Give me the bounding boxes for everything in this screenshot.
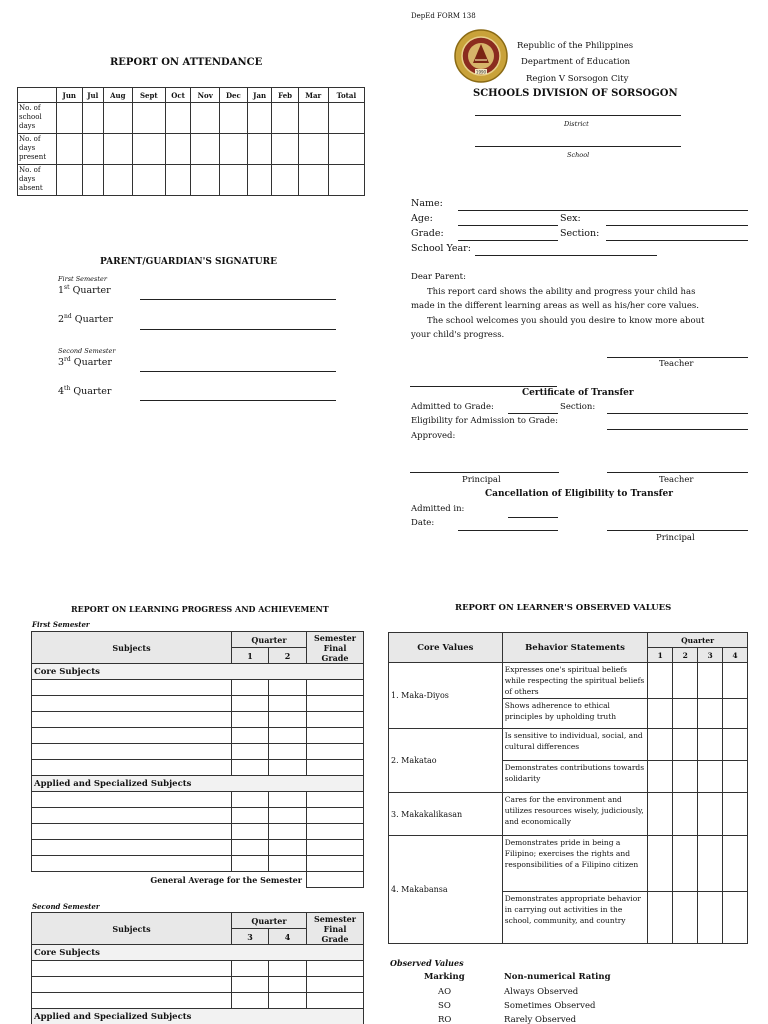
principal-signature-line[interactable]: [607, 530, 748, 531]
general-average-value[interactable]: [307, 872, 364, 888]
quarter-2-label: 2nd Quarter: [58, 313, 113, 326]
progress-title: REPORT ON LEARNING PROGRESS AND ACHIEVEMENT: [71, 604, 329, 614]
district-label: District: [564, 120, 589, 128]
second-semester-label: Second Semester: [58, 347, 116, 355]
behavior-statement: Cares for the environment and utilizes resources wisely, judiciously, and economically: [502, 793, 648, 836]
core-values-header: Core Values: [389, 633, 503, 663]
eligibility-label: Eligibility for Admission to Grade:: [411, 416, 558, 426]
month-header: Mar: [298, 88, 328, 103]
age-field[interactable]: [458, 225, 558, 226]
division-title: SCHOOLS DIVISION OF SORSOGON: [473, 88, 678, 99]
principal-label: Principal: [462, 475, 501, 485]
school-label: School: [567, 151, 590, 159]
legend-mark: RO: [438, 1015, 452, 1024]
region-text: Region V Sorsogon City: [526, 74, 629, 84]
letter-text: made in the different learning areas as well as his/her core values.: [411, 301, 699, 311]
separator-line: [410, 386, 557, 387]
quarter-2-header: 2: [673, 648, 698, 663]
cancellation-title: Cancellation of Eligibility to Transfer: [485, 489, 674, 499]
school-year-label: School Year:: [411, 243, 471, 254]
date-field[interactable]: [458, 530, 558, 531]
general-average-label: General Average for the Semester: [150, 874, 302, 885]
transfer-title: Certificate of Transfer: [522, 388, 634, 398]
row-label: No. of school days: [18, 103, 57, 134]
second-semester-label: Second Semester: [32, 902, 100, 911]
table-row: [32, 840, 364, 856]
table-row: [18, 165, 365, 196]
transfer-section-field[interactable]: [607, 413, 748, 414]
month-header: Total: [328, 88, 364, 103]
quarter-1-header: 1: [232, 648, 269, 664]
rating-header: Non-numerical Rating: [504, 972, 611, 982]
form-code: DepEd FORM 138: [411, 12, 476, 20]
attendance-title: REPORT ON ATTENDANCE: [110, 57, 263, 68]
table-row: [32, 977, 364, 993]
table-row: [32, 760, 364, 776]
quarter-header: Quarter: [232, 913, 307, 929]
name-field[interactable]: [458, 210, 748, 211]
second-semester-table: [31, 912, 364, 1024]
signature-line[interactable]: [140, 299, 336, 300]
month-header: Dec: [219, 88, 247, 103]
core-value-makakalikasan: 3. Makakalikasan: [389, 793, 503, 836]
attendance-table: [17, 87, 365, 196]
behavior-statement: Is sensitive to individual, social, and cultural differences: [502, 729, 648, 761]
first-semester-label: First Semester: [32, 620, 90, 629]
department-text: Department of Education: [521, 57, 631, 67]
month-header: Feb: [272, 88, 298, 103]
sex-field[interactable]: [606, 225, 748, 226]
table-row: [32, 961, 364, 977]
marking-header: Marking: [424, 972, 465, 982]
quarter-3-header: 3: [698, 648, 723, 663]
core-subjects-label: Core Subjects: [32, 945, 364, 961]
table-row: [18, 103, 365, 134]
letter-text: The school welcomes you should you desire to know more about: [427, 316, 705, 326]
month-header: Oct: [165, 88, 191, 103]
table-row: [389, 729, 748, 761]
table-row: [32, 945, 364, 961]
observed-values-table: [388, 632, 748, 944]
table-row: [32, 776, 364, 792]
applied-subjects-label: Applied and Specialized Subjects: [32, 776, 364, 792]
table-row: [389, 836, 748, 892]
behavior-statement: Demonstrates appropriate behavior in carrying out activities in the school, community, and country: [502, 892, 648, 944]
admitted-in-field[interactable]: [508, 517, 558, 518]
table-row: [32, 744, 364, 760]
transfer-section-label: Section:: [560, 402, 596, 412]
seal-year: 1990: [475, 69, 487, 75]
row-label: No. of days absent: [18, 165, 57, 196]
signature-line[interactable]: [140, 371, 336, 372]
core-subjects-label: Core Subjects: [32, 664, 364, 680]
principal-signature-line[interactable]: [410, 472, 559, 473]
date-label: Date:: [411, 518, 435, 528]
school-year-field[interactable]: [475, 255, 657, 256]
month-header: Sept: [132, 88, 165, 103]
teacher-signature-line[interactable]: [607, 472, 748, 473]
teacher-label: Teacher: [659, 359, 694, 369]
table-row: [18, 134, 365, 165]
approved-label: Approved:: [411, 431, 456, 441]
table-row: [32, 824, 364, 840]
quarter-header: Quarter: [648, 633, 748, 648]
legend-rating: Rarely Observed: [504, 1015, 577, 1024]
final-grade-header: Semester Final Grade: [307, 913, 364, 945]
quarter-header: Quarter: [232, 632, 307, 648]
table-row: [32, 728, 364, 744]
sex-label: Sex:: [560, 213, 581, 224]
legend-mark: SO: [438, 1001, 451, 1011]
month-header: Aug: [103, 88, 132, 103]
quarter-3-label: 3rd Quarter: [58, 356, 112, 369]
teacher-label: Teacher: [659, 475, 694, 485]
quarter-3-header: 3: [232, 929, 269, 945]
behavior-statement: Expresses one's spiritual beliefs while respecting the spiritual beliefs of others: [502, 663, 648, 699]
signature-line[interactable]: [140, 400, 336, 401]
admitted-grade-field[interactable]: [508, 413, 558, 414]
grade-label: Grade:: [411, 228, 444, 239]
table-row: [32, 680, 364, 696]
age-label: Age:: [411, 213, 433, 224]
eligibility-field[interactable]: [607, 429, 748, 430]
values-title: REPORT ON LEARNER'S OBSERVED VALUES: [455, 603, 672, 613]
legend-rating: Always Observed: [504, 987, 579, 997]
month-header: Jun: [57, 88, 83, 103]
table-row: [32, 712, 364, 728]
table-row: [32, 792, 364, 808]
section-field[interactable]: [606, 240, 748, 241]
table-row: [32, 1009, 364, 1024]
subjects-header: Subjects: [32, 632, 232, 664]
legend-rating: Sometimes Observed: [504, 1001, 596, 1011]
quarter-4-header: 4: [269, 929, 307, 945]
legend-title: Observed Values: [390, 958, 464, 968]
principal-label: Principal: [656, 533, 695, 543]
final-grade-header: Semester Final Grade: [307, 632, 364, 664]
quarter-2-header: 2: [269, 648, 307, 664]
admitted-to-grade-label: Admitted to Grade:: [411, 402, 494, 412]
quarter-4-header: 4: [723, 648, 748, 663]
section-label: Section:: [560, 228, 600, 239]
applied-subjects-label: Applied and Specialized Subjects: [32, 1009, 364, 1024]
signature-line[interactable]: [140, 329, 336, 330]
behavior-statement: Shows adherence to ethical principles by upholding truth: [502, 699, 648, 729]
quarter-1-header: 1: [648, 648, 673, 663]
table-row: [32, 664, 364, 680]
behavior-header: Behavior Statements: [502, 633, 648, 663]
republic-text: Republic of the Philippines: [517, 41, 634, 51]
behavior-statement: Demonstrates contributions towards solidarity: [502, 761, 648, 793]
row-label: No. of days present: [18, 134, 57, 165]
letter-text: your child's progress.: [411, 330, 505, 340]
table-row: [389, 663, 748, 699]
first-semester-table: [31, 631, 364, 888]
table-row: [32, 856, 364, 872]
signature-title: PARENT/GUARDIAN'S SIGNATURE: [100, 257, 277, 267]
month-header: Jan: [247, 88, 272, 103]
general-average-row: [32, 872, 364, 888]
table-row: [389, 793, 748, 836]
subjects-header: Subjects: [32, 913, 232, 945]
school-field[interactable]: [475, 146, 681, 147]
first-semester-label: First Semester: [58, 275, 107, 283]
table-row: [32, 696, 364, 712]
legend-mark: AO: [438, 987, 452, 997]
name-label: Name:: [411, 198, 443, 209]
quarter-1-label: 1st Quarter: [58, 284, 111, 297]
quarter-4-label: 4th Quarter: [58, 385, 112, 398]
table-row: [32, 808, 364, 824]
district-field[interactable]: [475, 115, 681, 116]
letter-greeting: Dear Parent:: [411, 272, 466, 282]
core-value-makabansa: 4. Makabansa: [389, 836, 503, 944]
core-value-makatao: 2. Makatao: [389, 729, 503, 793]
month-header: Nov: [191, 88, 219, 103]
teacher-signature-line[interactable]: [607, 357, 748, 358]
admitted-in-label: Admitted in:: [411, 504, 465, 514]
core-value-maka-diyos: 1. Maka-Diyos: [389, 663, 503, 729]
behavior-statement: Demonstrates pride in being a Filipino; exercises the rights and responsibilities of a Filipino citizen: [502, 836, 648, 892]
month-header: Jul: [82, 88, 103, 103]
letter-text: This report card shows the ability and progress your child has: [427, 287, 696, 297]
grade-field[interactable]: [458, 240, 558, 241]
table-row: [32, 993, 364, 1009]
deped-seal: [452, 29, 510, 83]
